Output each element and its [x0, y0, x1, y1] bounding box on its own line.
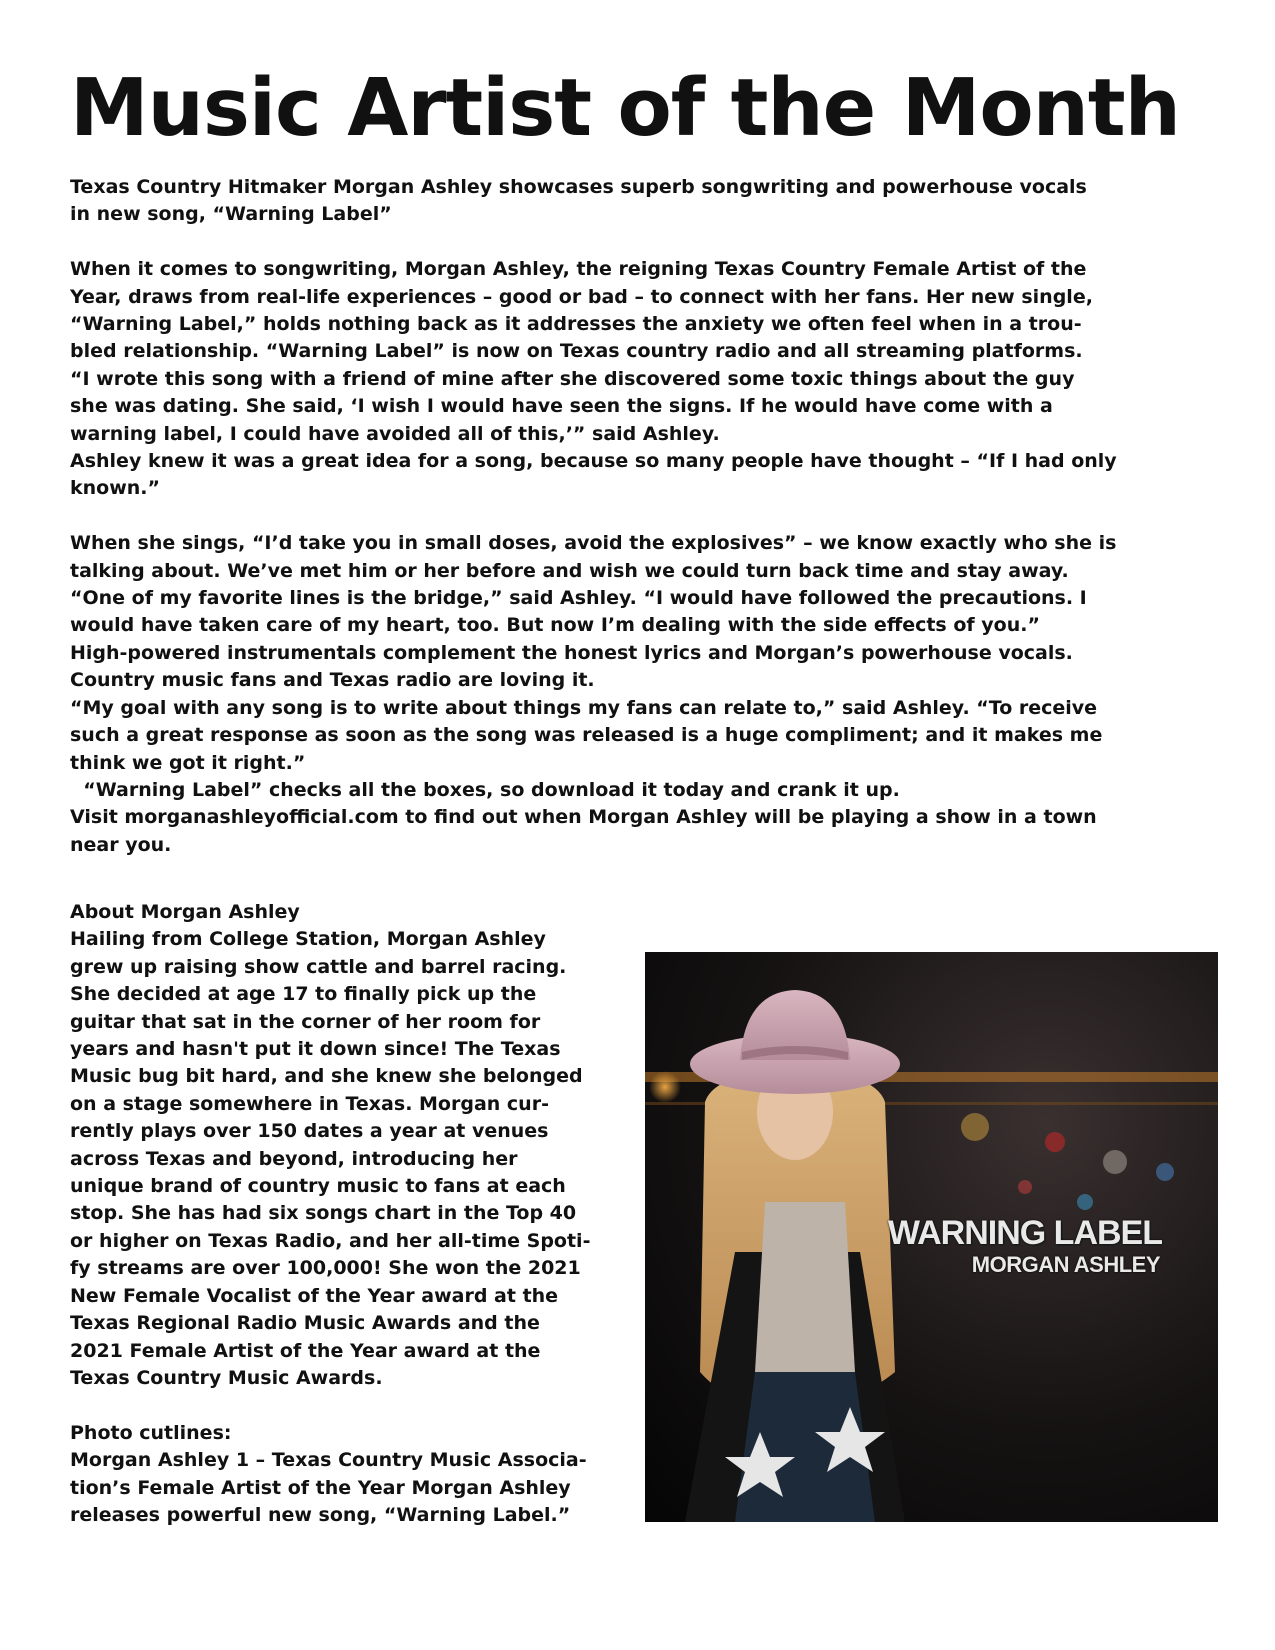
text-line: known.” — [70, 477, 160, 500]
cutline-line: Morgan Ashley 1 – Texas Country Music Associa- — [70, 1449, 587, 1472]
cutline-line: releases powerful new song, “Warning Label.” — [70, 1503, 571, 1526]
about-line: Texas Country Music Awards. — [70, 1366, 383, 1389]
text-line: “Warning Label” checks all the boxes, so download it today and crank it up. — [70, 778, 900, 801]
subheading-line: in new song, “Warning Label” — [70, 203, 392, 226]
about-line: New Female Vocalist of the Year award at the — [70, 1284, 559, 1307]
text-line: “I wrote this song with a friend of mine after she discovered some toxic things about the guy — [70, 367, 1075, 390]
about-line: on a stage somewhere in Texas. Morgan cur- — [70, 1092, 549, 1115]
about-line: She decided at age 17 to finally pick up the — [70, 983, 537, 1006]
text-line: warning label, I could have avoided all of this,’” said Ashley. — [70, 422, 720, 445]
text-line: High-powered instrumentals complement the honest lyrics and Morgan’s powerhouse vocals. — [70, 641, 1073, 664]
album-cover-image — [645, 952, 1218, 1522]
text-line: Country music fans and Texas radio are loving it. — [70, 669, 595, 692]
text-line: When it comes to songwriting, Morgan Ashley, the reigning Texas Country Female Artist of the — [70, 258, 1087, 281]
album-cover-title: WARNING LABEL — [887, 1214, 1162, 1252]
about-heading: About Morgan Ashley — [70, 901, 300, 923]
subheading — [70, 174, 1235, 229]
text-line: “Warning Label,” holds nothing back as it addresses the anxiety we often feel when in a trou- — [70, 313, 1082, 336]
text-line: think we got it right.” — [70, 751, 306, 774]
text-line: she was dating. She said, ‘I wish I would have seen the signs. If he would have come with a — [70, 395, 1053, 418]
text-line: Year, draws from real-life experiences – good or bad – to connect with her fans. Her new single, — [70, 285, 1093, 308]
about-line: across Texas and beyond, introducing her — [70, 1147, 518, 1170]
about-line: Texas Regional Radio Music Awards and the — [70, 1312, 540, 1335]
cutlines-block — [70, 1420, 640, 1530]
article-body — [70, 174, 1235, 887]
paragraph-2 — [70, 530, 1235, 859]
text-line: bled relationship. “Warning Label” is now on Texas country radio and all streaming platforms. — [70, 340, 1083, 363]
page-title: Music Artist of the Month — [70, 62, 1180, 154]
text-line: such a great response as soon as the song was released is a huge compliment; and it makes me — [70, 724, 1103, 747]
about-section — [70, 899, 640, 1557]
about-line: fy streams are over 100,000! She won the 2021 — [70, 1257, 581, 1280]
about-line: 2021 Female Artist of the Year award at the — [70, 1339, 541, 1362]
about-block — [70, 899, 640, 1392]
about-line: unique brand of country music to fans at each — [70, 1175, 566, 1198]
about-line: or higher on Texas Radio, and her all-time Spoti- — [70, 1229, 591, 1252]
about-line: Hailing from College Station, Morgan Ashley — [70, 928, 546, 951]
album-cover-artist: MORGAN ASHLEY — [971, 1252, 1160, 1277]
text-line: “My goal with any song is to write about things my fans can relate to,” said Ashley. “To receive — [70, 696, 1098, 719]
text-line: “One of my favorite lines is the bridge,” said Ashley. “I would have followed the precautions. I — [70, 587, 1087, 610]
about-line: rently plays over 150 dates a year at venues — [70, 1120, 549, 1143]
text-line: When she sings, “I’d take you in small doses, avoid the explosives” – we know exactly who she is — [70, 532, 1117, 555]
about-line: guitar that sat in the corner of her room for — [70, 1010, 541, 1033]
about-line: grew up raising show cattle and barrel racing. — [70, 955, 567, 978]
about-line: Music bug bit hard, and she knew she belonged — [70, 1065, 583, 1088]
about-line: years and hasn't put it down since! The Texas — [70, 1038, 561, 1061]
cutline-line: tion’s Female Artist of the Year Morgan Ashley — [70, 1476, 571, 1499]
text-line: would have taken care of my heart, too. But now I’m dealing with the side effects of you.” — [70, 614, 1040, 637]
paragraph-1 — [70, 256, 1235, 503]
about-line: stop. She has had six songs chart in the Top 40 — [70, 1202, 577, 1225]
text-line: Visit morganashleyofficial.com to find out when Morgan Ashley will be playing a show in a town — [70, 806, 1097, 829]
cutlines-heading: Photo cutlines: — [70, 1421, 232, 1444]
text-line: talking about. We’ve met him or her before and wish we could turn back time and stay away. — [70, 559, 1069, 582]
text-line: Ashley knew it was a great idea for a song, because so many people have thought – “If I had only — [70, 450, 1117, 473]
subheading-line: Texas Country Hitmaker Morgan Ashley showcases superb songwriting and powerhouse vocals — [70, 176, 1087, 198]
text-line: near you. — [70, 833, 172, 856]
